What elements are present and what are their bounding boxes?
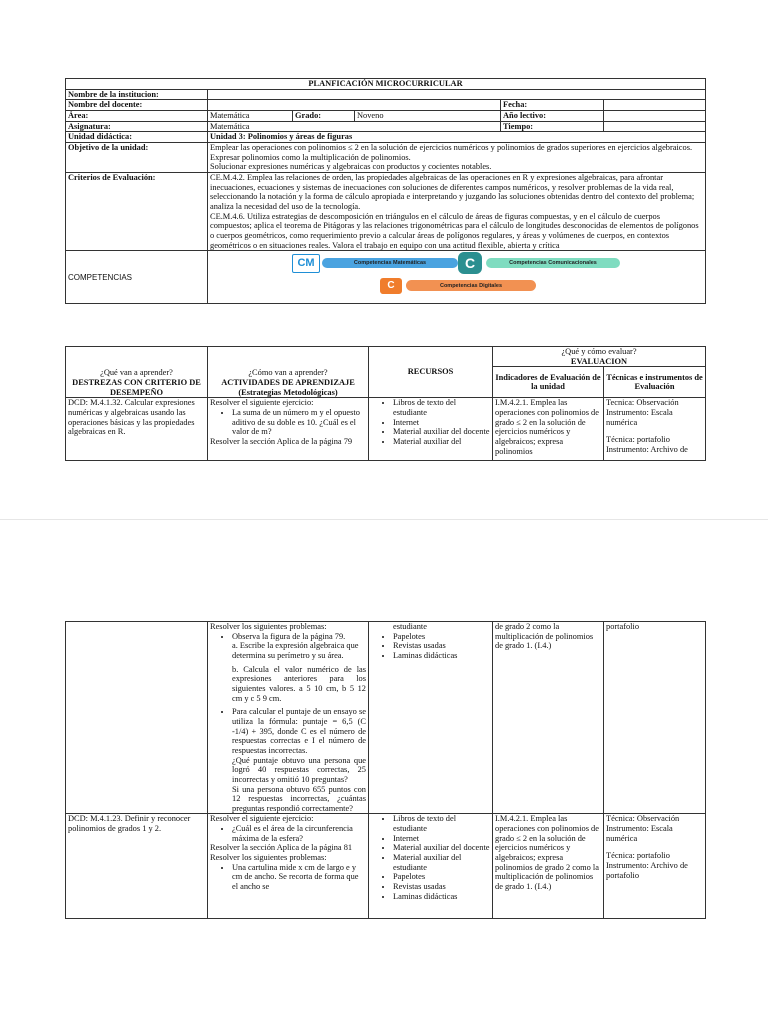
- school-year-label: Año lectivo:: [501, 110, 604, 121]
- criteria-item: CE.M.4.2. Emplea las relaciones de orden, las propiedades algebraicas de las operaciones en R y expresiones algebraicas, para afrontar inecuaciones, ecuaciones y sistemas de inecuaciones con soluciones de diferentes campos numéricos, y resolver problemas de la vida real, seleccionando la notación y la forma de cálculo apropiada e interpretando y juzgando las soluciones obtenidas dentro del contexto del problema; analiza la necesidad del uso de la tecnología.: [210, 172, 695, 211]
- digital-logo-icon: C: [380, 278, 402, 294]
- resources-cell: [369, 622, 493, 814]
- activities-cell: [208, 622, 369, 814]
- resource-item: • Laminas didácticas: [393, 651, 490, 661]
- technique-line: Tecnica: Observación: [606, 398, 679, 408]
- area-value: Matemática: [208, 110, 293, 121]
- resource-item: • Revistas usadas: [393, 882, 490, 892]
- skill-cell: DCD: M.4.1.32. Calcular expresiones numéricas y algebraicas usando las operaciones básicas y las propiedades algebraicas en R.: [66, 398, 208, 461]
- criteria-label: Criterios de Evaluación:: [66, 172, 208, 250]
- technique-line: Técnica: Observación: [606, 814, 680, 824]
- activities-question: ¿Cómo van a aprender?: [248, 368, 328, 378]
- activity-subitem: a. Escribe la expresión algebraica que determina su perímetro y su área.: [232, 641, 359, 660]
- criteria-value: [208, 172, 706, 250]
- date-label: Fecha:: [501, 100, 604, 111]
- activity-more: Resolver la sección Aplica de la página 79: [210, 436, 353, 446]
- activity-intro: Resolver los siguientes problemas:: [210, 622, 327, 631]
- resources-column-header: RECURSOS: [369, 347, 493, 398]
- activity-list: [210, 863, 366, 892]
- indicator-cell: de grado 2 como la multiplicación de polinomios de grado 1. (I.4.): [493, 622, 604, 814]
- institution-value: [208, 89, 706, 100]
- math-logo-icon: CM: [292, 254, 320, 273]
- badge-communication: Competencias Comunicacionales: [486, 258, 620, 268]
- activities-cell: [208, 814, 369, 919]
- time-value: [604, 121, 706, 132]
- skill-cell: DCD: M.4.1.23. Definir y reconocer polinomios de grados 1 y 2.: [66, 814, 208, 919]
- activity-item: • ¿Cuál es el área de la circunferencia máxima de la esfera?: [232, 824, 366, 843]
- document-title: PLANFICACIÓN MICROCURRICULAR: [66, 79, 706, 90]
- resources-list: [371, 632, 490, 661]
- resource-item: • Laminas didácticas: [393, 892, 490, 902]
- skills-question: ¿Qué van a aprender?: [100, 368, 173, 378]
- activities-cell: [208, 398, 369, 461]
- badge-math: Competencias Matemáticas: [322, 258, 458, 268]
- planning-header-table: [65, 78, 706, 304]
- subject-value: Matemática: [208, 121, 501, 132]
- objective-label: Objetivo de la unidad:: [66, 142, 208, 172]
- resources-list: [371, 814, 490, 901]
- page-2: [0, 520, 768, 1024]
- objective-value: [208, 142, 706, 172]
- evaluation-question: ¿Qué y cómo evaluar?: [561, 347, 637, 356]
- activity-intro: Resolver el siguiente ejercicio:: [210, 814, 314, 824]
- activity-item: • Una cartulina mide x cm de largo e y cm de ancho. Se recorta de forma que el ancho se: [232, 863, 366, 892]
- activity-list: [210, 408, 366, 437]
- activities-table-continued: [65, 621, 706, 919]
- competencies-badges: [208, 251, 706, 304]
- teacher-label: Nombre del docente:: [66, 100, 208, 111]
- resources-list: [371, 398, 490, 446]
- activity-more: Resolver la sección Aplica de la página 81: [210, 843, 353, 853]
- techniques-column-header: Técnicas e instrumentos de Evaluación: [604, 367, 706, 398]
- skills-column-header: [66, 347, 208, 398]
- activity-subitem: b. Calcula el valor numérico de las expresiones anteriores para los siguientes valores. a 5 10 cm, b 5 12 cm y c 5 9 cm.: [232, 664, 366, 703]
- communication-logo-icon: C: [458, 252, 482, 274]
- resource-item: • Material auxiliar del: [393, 437, 490, 447]
- resource-item: • Papelotes: [393, 632, 490, 642]
- skill-cell: [66, 622, 208, 814]
- resource-item: • Libros de texto del estudiante: [393, 814, 490, 833]
- date-value: [604, 100, 706, 111]
- skills-title: DESTREZAS CON CRITERIO DE DESEMPEÑO: [72, 378, 201, 397]
- institution-label: Nombre de la institucion:: [66, 89, 208, 100]
- criteria-item: CE.M.4.6. Utiliza estrategias de descomposición en triángulos en el cálculo de áreas de figuras compuestas, y en el cálculo de cuerpos compuestos; aplica el teorema de Pitágoras y las relaciones trigonométricas para el cálculo de longitudes desconocidas de elementos de polígonos o cuerpos geométricos, como requerimiento previo a calcular áreas de polígonos regulares, y áreas y volúmenes de cuerpos, en contextos geométricos o en situaciones reales. Valora el trabajo en equipo con una actitud flexible, abierta y crítica: [210, 211, 699, 250]
- area-label: Área:: [66, 110, 208, 121]
- technique-line: Instrumento: Escala numérica: [606, 824, 673, 843]
- grade-label: Grado:: [293, 110, 355, 121]
- activity-item: [232, 632, 366, 704]
- resource-item: • Material auxiliar del estudiante: [393, 853, 490, 872]
- resources-cell: [369, 814, 493, 919]
- resource-item: • Material auxiliar del docente: [393, 843, 490, 853]
- teacher-value: [208, 100, 501, 111]
- activities-title: ACTIVIDADES DE APRENDIZAJE: [221, 378, 355, 387]
- technique-line: Instrumento: Escala numérica: [606, 407, 673, 427]
- indicators-column-header: Indicadores de Evaluación de la unidad: [493, 367, 604, 398]
- objective-line: Solucionar expresiones numéricas y algebraicas con productos y cocientes notables.: [210, 162, 492, 172]
- evaluation-header: [493, 347, 706, 367]
- activity-text: • Observa la figura de la página 79.: [232, 631, 346, 641]
- activity-item: [232, 707, 366, 813]
- grade-value: Noveno: [355, 110, 501, 121]
- resource-item: • Revistas usadas: [393, 641, 490, 651]
- indicator-cell: I.M.4.2.1. Emplea las operaciones con polinomios de grado ≤ 2 en la solución de ejercicios numéricos y algebraicos; expresa polinomios de grado 2 como la multiplicación de polinomios de grado 1. (I.4.): [493, 814, 604, 919]
- resources-cell: [369, 398, 493, 461]
- objective-line: Emplear las operaciones con polinomios ≤ 2 en la solución de ejercicios numéricos y polinomios de grados superiores en ejercicios algebraicos.: [210, 142, 693, 152]
- activity-intro: Resolver los siguientes problemas:: [210, 853, 327, 863]
- resource-continued: estudiante: [393, 622, 427, 631]
- resource-item: • Libros de texto del estudiante: [393, 398, 490, 417]
- resource-item: • Papelotes: [393, 872, 490, 882]
- school-year-value: [604, 110, 706, 121]
- activities-table: [65, 346, 706, 461]
- indicator-cell: I.M.4.2.1. Emplea las operaciones con polinomios de grado ≤ 2 en la solución de ejercicios numéricos y algebraicos; expresa polinomios: [493, 398, 604, 461]
- activity-question: Si una persona obtuvo 655 puntos con 12 respuestas incorrectas, ¿cuántas preguntas respondió correctamente?: [232, 784, 366, 813]
- subject-label: Asignatura:: [66, 121, 208, 132]
- technique-line: Instrumento: Archivo de portafolio: [606, 861, 688, 880]
- competencies-label: COMPETENCIAS: [66, 251, 208, 304]
- badge-digital: Competencias Digitales: [406, 280, 536, 291]
- activities-column-header: [208, 347, 369, 398]
- activity-item: • La suma de un número m y el opuesto aditivo de su doble es 10. ¿Cuál es el valor de m?: [232, 408, 366, 437]
- unit-label: Unidad didáctica:: [66, 132, 208, 143]
- activity-list: [210, 824, 366, 843]
- activity-question: ¿Qué puntaje obtuvo una persona que logró 40 respuestas correctas, 25 incorrectas y omitió 10 preguntas?: [232, 755, 366, 784]
- technique-line: Instrumento: Archivo de: [606, 444, 688, 454]
- objective-line: Expresar polinomios como la multiplicación de polinomios.: [210, 152, 411, 162]
- activity-text: • Para calcular el puntaje de un ensayo se utiliza la fórmula: puntaje = 6,5 (C -1/4) + 395, donde C es el número de respuestas correctas e I el número de respuestas incorrectas.: [232, 707, 366, 755]
- activity-intro: Resolver el siguiente ejercicio:: [210, 398, 314, 408]
- activities-subtitle: (Estrategias Metodológicas): [238, 387, 338, 397]
- activity-list: [210, 632, 366, 814]
- unit-value: Unidad 3: Polinomios y áreas de figuras: [208, 132, 706, 143]
- resource-item: • Internet: [393, 834, 490, 844]
- techniques-cell: [604, 814, 706, 919]
- evaluation-title: EVALUACION: [570, 356, 628, 366]
- techniques-cell: portafolio: [604, 622, 706, 814]
- technique-line: Técnica: portafolio: [606, 435, 670, 445]
- time-label: Tiempo:: [501, 121, 604, 132]
- technique-line: Técnica: portafolio: [606, 851, 670, 861]
- resource-item: • Internet: [393, 418, 490, 428]
- resource-item: • Material auxiliar del docente: [393, 427, 490, 437]
- techniques-cell: [604, 398, 706, 461]
